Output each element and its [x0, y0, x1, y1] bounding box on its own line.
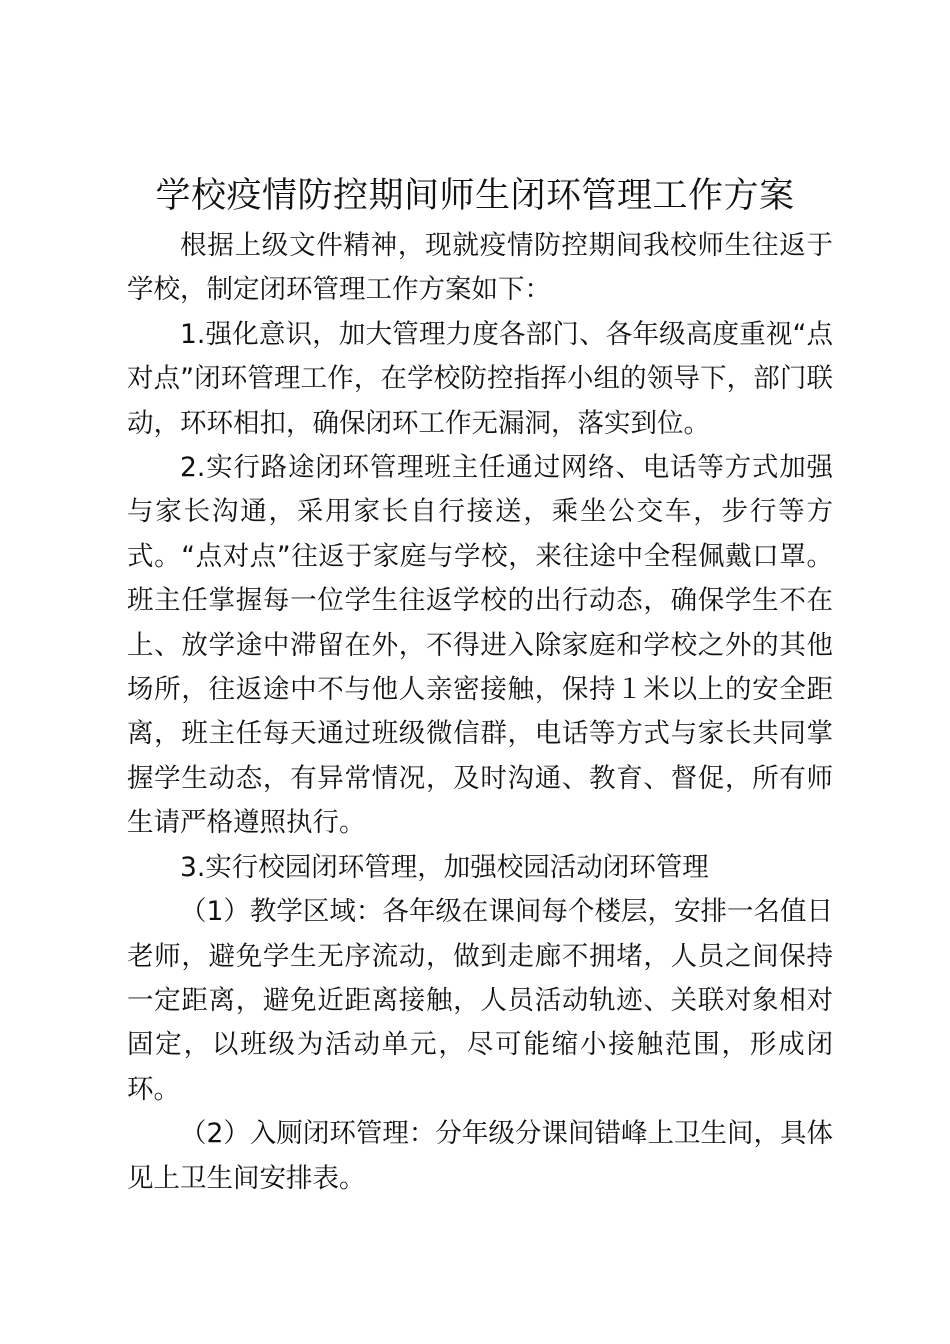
- paragraph-item-3-2: （2）入厕闭环管理：分年级分课间错峰上卫生间，具体见上卫生间安排表。: [127, 1118, 833, 1194]
- paragraph-item-3: 3.实行校园闭环管理，加强校园活动闭环管理: [180, 851, 709, 883]
- paragraph-item-3-1: （1）教学区域：各年级在课间每个楼层，安排一名值日老师，避免学生无序流动，做到走廊不拥堵，人员之间保持一定距离，避免近距离接触，人员活动轨迹、关联对象相对固定，以班级为活动单元，尽可能缩小接触范围，形成闭环。: [127, 896, 833, 1105]
- paragraph-item-1: 1.强化意识，加大管理力度各部门、各年级高度重视“点对点”闭环管理工作，在学校防控指挥小组的领导下，部门联动，环环相扣，确保闭环工作无漏洞，落实到位。: [127, 318, 833, 439]
- paragraph-item-2: 2.实行路途闭环管理班主任通过网络、电话等方式加强与家长沟通，采用家长自行接送，乘坐公交车，步行等方式。“点对点”往返于家庭与学校，来往途中全程佩戴口罩。班主任掌握每一位学生往返学校的出行动态，确保学生不在上、放学途中滞留在外，不得进入除家庭和学校之外的其他场所，往返途中不与他人亲密接触，保持１米以上的安全距离，班主任每天通过班级微信群，电话等方式与家长共同掌握学生动态，有异常情况，及时沟通、教育、督促，所有师生请严格遵照执行。: [127, 452, 833, 839]
- paragraph-intro: 根据上级文件精神，现就疫情防控期间我校师生往返于学校，制定闭环管理工作方案如下：: [127, 230, 833, 306]
- document-body: [127, 224, 833, 1201]
- document-title: 学校疫情防控期间师生闭环管理工作方案: [155, 176, 795, 216]
